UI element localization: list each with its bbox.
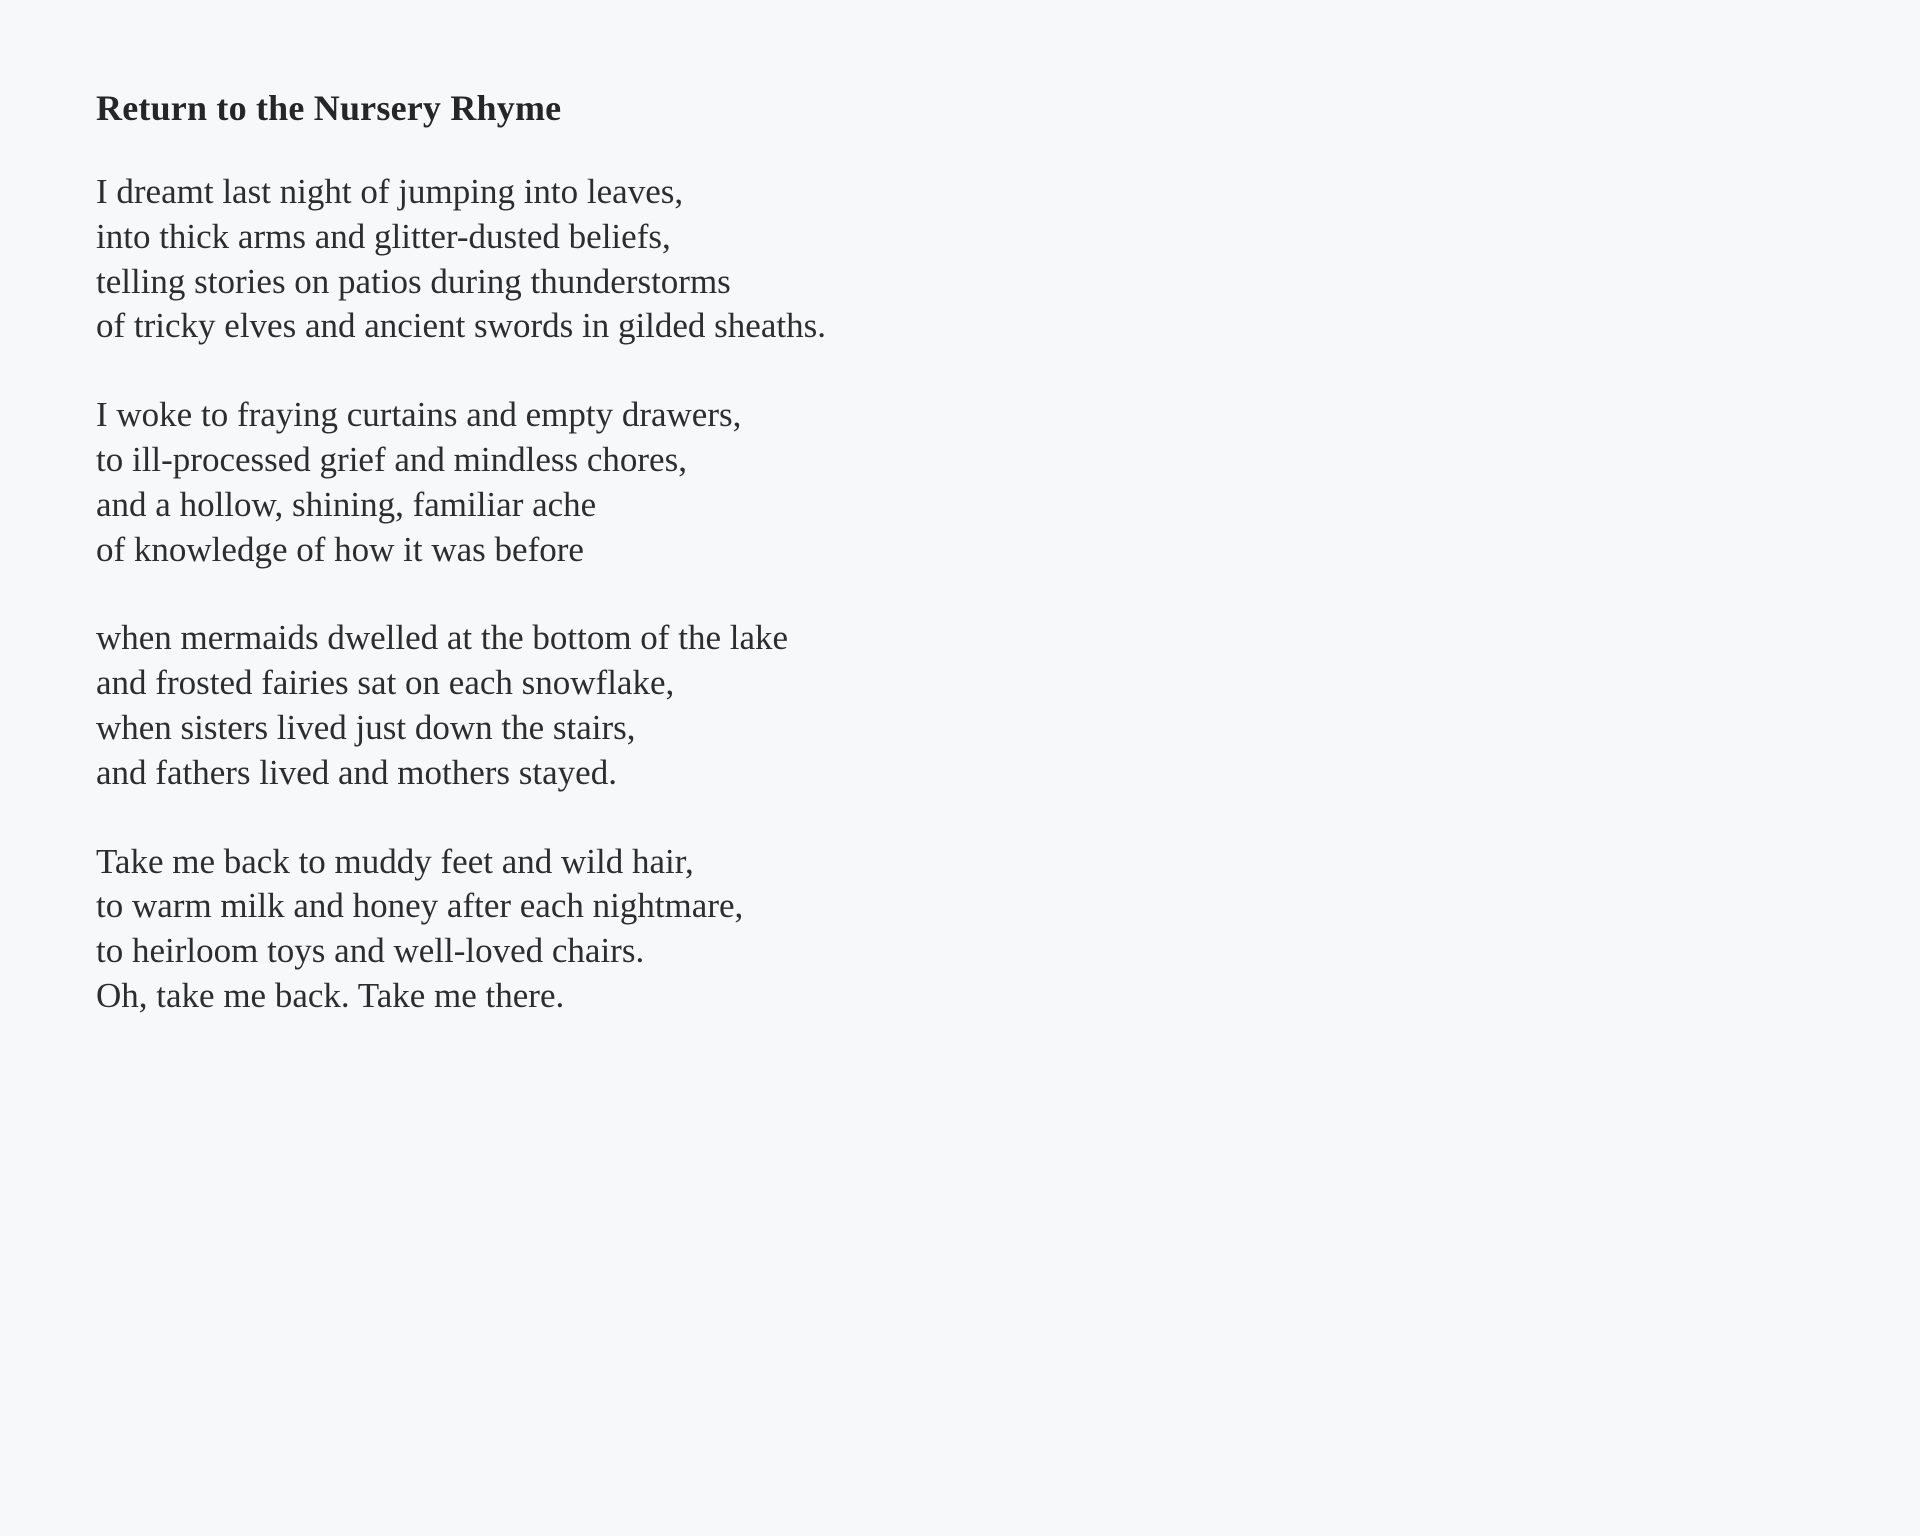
poem-line: to ill-processed grief and mindless chores, [96, 439, 687, 479]
poem-line: telling stories on patios during thunderstorms [96, 261, 731, 301]
poem-line: and frosted fairies sat on each snowflake, [96, 663, 675, 703]
poem-line: and fathers lived and mothers stayed. [96, 752, 617, 792]
poem-line: of tricky elves and ancient swords in gilded sheaths. [96, 306, 826, 346]
stanza-1 [96, 170, 1920, 349]
poem-line: and a hollow, shining, familiar ache [96, 484, 597, 524]
poem-line: Oh, take me back. Take me there. [96, 975, 565, 1015]
poem-line: when mermaids dwelled at the bottom of the lake [96, 618, 789, 658]
poem-line: to warm milk and honey after each nightmare, [96, 886, 744, 926]
stanza-3 [96, 616, 1920, 795]
poem-body [96, 170, 1920, 1019]
poem-title: Return to the Nursery Rhyme [96, 88, 562, 128]
poem-line: Take me back to muddy feet and wild hair, [96, 841, 694, 881]
poem-line: to heirloom toys and well-loved chairs. [96, 931, 645, 971]
poem-line: of knowledge of how it was before [96, 529, 584, 569]
poem-line: I woke to fraying curtains and empty drawers, [96, 395, 742, 435]
poem-line: when sisters lived just down the stairs, [96, 707, 636, 747]
stanza-4 [96, 840, 1920, 1019]
poem-line: I dreamt last night of jumping into leaves, [96, 172, 684, 211]
poem-line: into thick arms and glitter-dusted beliefs, [96, 216, 671, 256]
stanza-2 [96, 393, 1920, 572]
